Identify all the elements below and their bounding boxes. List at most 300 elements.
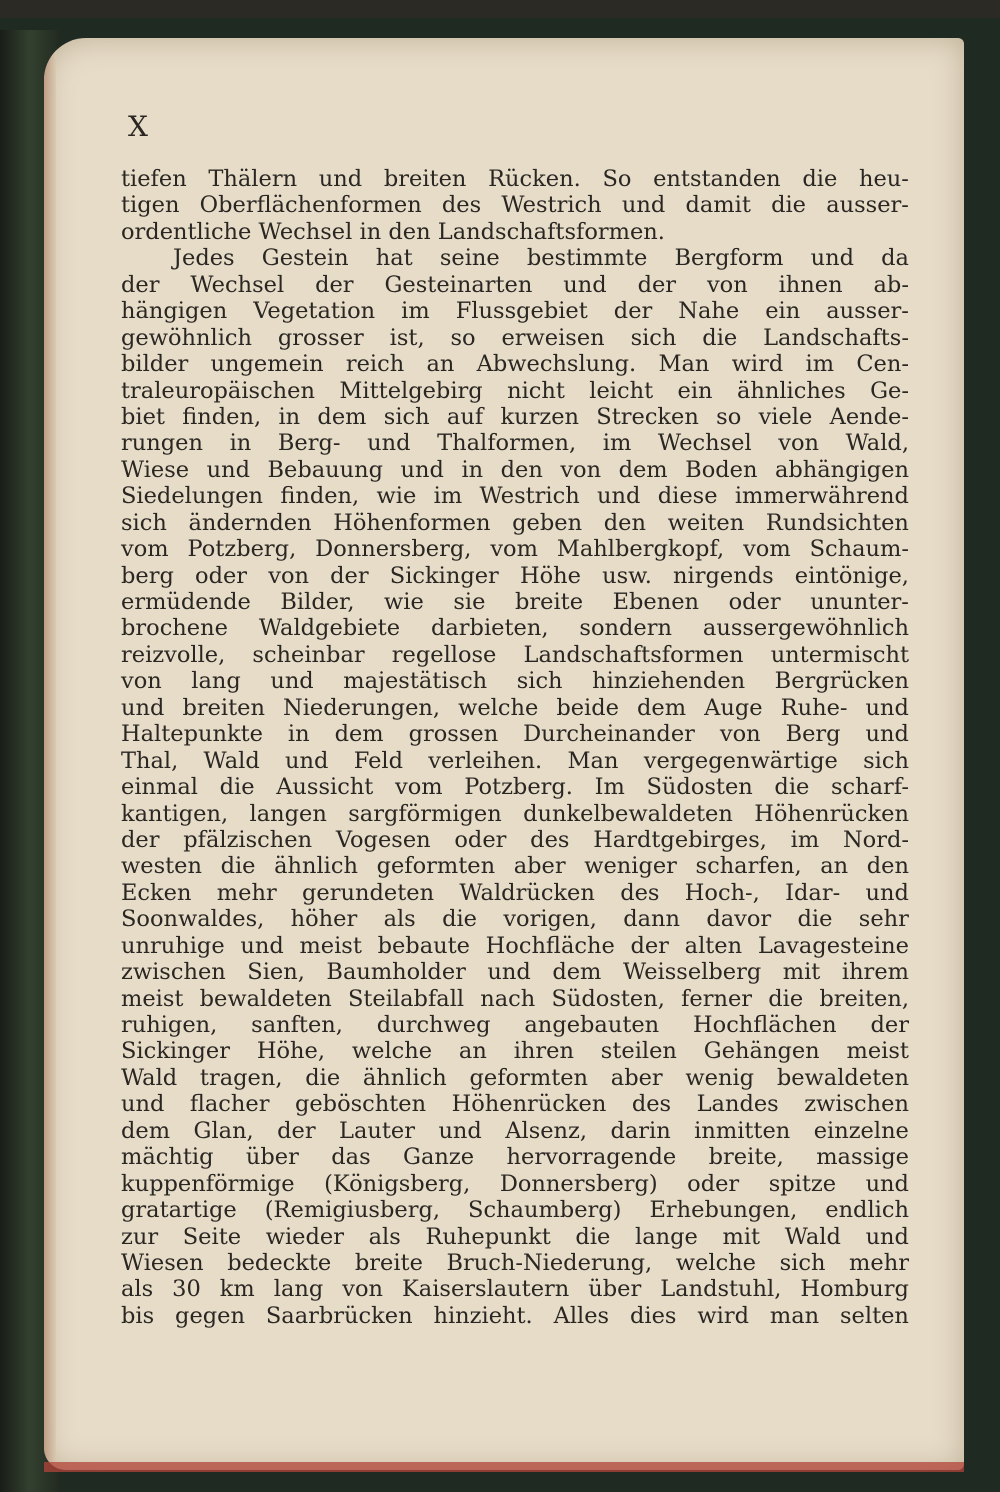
word: meist: [121, 985, 184, 1012]
word: Mittelgebirg: [339, 377, 483, 404]
word: vorigen,: [503, 906, 597, 933]
word: Siedelungen: [121, 483, 264, 510]
word: höher: [290, 906, 358, 933]
word: Lauter: [339, 1117, 416, 1144]
word: Niederungen,: [283, 694, 441, 721]
text-line: [121, 1118, 909, 1144]
word: Westrich: [501, 192, 602, 219]
word: nach: [480, 985, 536, 1012]
word: und: [206, 456, 250, 483]
word: aber: [610, 1064, 663, 1091]
text-line: [121, 695, 909, 721]
word: Homburg: [800, 1276, 909, 1303]
word: des: [620, 879, 660, 906]
word: zur: [121, 1223, 159, 1250]
text-line: [121, 536, 909, 562]
word: (Königsberg,: [324, 1170, 471, 1197]
text-line: [121, 827, 909, 853]
word: kurzen: [500, 403, 579, 430]
text-line: [121, 378, 909, 404]
word: Höhe: [519, 562, 581, 589]
text-line: [121, 325, 909, 351]
word: brochene: [121, 615, 228, 642]
word: damit: [685, 192, 751, 219]
word: von: [121, 668, 162, 695]
word: an: [458, 1038, 487, 1065]
word: weiten: [667, 509, 745, 536]
word: So: [602, 166, 632, 192]
word: Vogesen: [335, 826, 431, 853]
word: erweisen: [501, 324, 605, 351]
word: darbieten,: [430, 615, 549, 642]
word: Auge: [704, 694, 763, 721]
word: mehr: [849, 1249, 909, 1276]
word: dem: [552, 959, 602, 986]
word: im: [790, 826, 820, 853]
word: bebaute: [377, 932, 470, 959]
word: berg: [121, 562, 174, 589]
word: Vegetation: [253, 298, 376, 325]
word: breite,: [708, 1144, 784, 1171]
word: vom: [395, 774, 443, 801]
word: des: [631, 1091, 672, 1118]
text-line: [121, 457, 909, 483]
word: Wechsel: [657, 430, 752, 457]
word: Donnersberg,: [315, 536, 472, 563]
text-line: [121, 748, 909, 774]
page-number: X: [128, 110, 149, 143]
word: von: [268, 562, 309, 589]
word: im: [805, 351, 835, 378]
word: ermüdende: [121, 589, 251, 615]
word: km: [219, 1276, 255, 1303]
word: hängigen: [121, 298, 228, 325]
word: Schaumberg): [468, 1197, 622, 1224]
word: der: [630, 932, 669, 959]
word: Wald: [784, 1223, 841, 1250]
word: ordentliche: [121, 218, 252, 245]
word: von: [706, 271, 748, 298]
word: Südosten,: [551, 985, 665, 1012]
word: oder: [728, 589, 781, 615]
word: westen: [121, 853, 202, 880]
word: und: [865, 1170, 909, 1197]
word: und: [285, 747, 329, 774]
word: und: [865, 879, 909, 906]
word: Man: [658, 351, 710, 378]
word: aber: [513, 853, 566, 880]
word: finden,: [182, 403, 262, 430]
word: Steilabfall: [347, 985, 465, 1012]
word: auf: [446, 403, 484, 430]
word: Donnersberg): [499, 1170, 658, 1197]
word: Flussgebiet: [455, 298, 588, 325]
word: Bergform: [674, 245, 784, 272]
word: dies: [630, 1302, 677, 1329]
text-line: [121, 272, 909, 298]
word: so: [450, 324, 476, 351]
word: mehr: [216, 879, 277, 906]
word: sich: [630, 324, 677, 351]
word: Hardtgebirges,: [593, 826, 767, 853]
text-line: [121, 906, 909, 932]
word: Thalformen,: [437, 430, 577, 457]
word: sanften,: [251, 1012, 343, 1038]
word: tragen,: [199, 1064, 283, 1091]
word: die: [702, 324, 738, 351]
word: im: [602, 430, 632, 457]
word: so: [716, 403, 742, 430]
word: Hochflächen: [693, 1012, 837, 1038]
word: meist: [846, 1038, 909, 1065]
word: und: [810, 245, 854, 272]
word: ruhigen,: [121, 1012, 218, 1038]
word: Landstuhl,: [660, 1276, 782, 1303]
word: Potzberg,: [187, 536, 297, 563]
word: und: [621, 192, 666, 219]
text-line: [121, 430, 909, 456]
word: gratartige: [121, 1197, 237, 1224]
word: massige: [816, 1144, 909, 1171]
word: Westrich: [479, 483, 580, 510]
text-line: [121, 1303, 909, 1329]
page-edge-red: [44, 1462, 964, 1472]
word: flacher: [189, 1091, 270, 1118]
word: pfälzischen: [183, 826, 313, 853]
word: der: [121, 826, 160, 853]
word: die: [220, 853, 256, 880]
word: des: [441, 192, 482, 219]
text-line: [121, 880, 909, 906]
text-line: [121, 404, 909, 430]
word: diese: [657, 483, 718, 510]
word: sondern: [579, 615, 672, 642]
word: Weisselberg: [622, 959, 762, 986]
word: mit: [782, 959, 821, 986]
word: Sickinger: [389, 562, 499, 589]
word: einzelne: [813, 1117, 909, 1144]
word: Wiese: [121, 456, 190, 483]
word: bis: [121, 1302, 155, 1329]
word: ihren: [513, 1038, 574, 1065]
word: vom: [121, 536, 169, 563]
word: nicht: [507, 377, 565, 404]
word: Ganze: [403, 1144, 475, 1171]
word: in: [359, 218, 382, 245]
word: die: [442, 906, 477, 933]
word: tiefen: [121, 166, 187, 192]
text-line: [121, 1012, 909, 1038]
word: Ebenen: [612, 589, 700, 615]
word: und: [270, 668, 314, 695]
word: sehr: [858, 906, 909, 933]
word: weniger: [584, 853, 677, 880]
word: ungemein: [210, 351, 324, 378]
word: bilder: [121, 351, 189, 378]
word: ausser-: [826, 192, 909, 219]
word: ändernden: [188, 509, 312, 536]
word: langen: [249, 800, 327, 827]
word: beide: [556, 694, 619, 721]
word: in: [287, 721, 310, 748]
word: Idar-: [785, 879, 841, 906]
word: als: [121, 1276, 154, 1303]
word: dem: [637, 694, 687, 721]
word: Höhenrücken: [451, 1091, 607, 1118]
text-line: [121, 853, 909, 879]
word: 30: [172, 1276, 201, 1303]
word: Schaum-: [809, 536, 909, 563]
text-line: [121, 351, 909, 377]
word: Oberflächenformen: [199, 192, 422, 219]
word: geformten: [376, 853, 496, 880]
word: in: [278, 403, 301, 430]
word: in: [229, 430, 252, 457]
word: und: [865, 694, 909, 721]
word: oder: [687, 1170, 740, 1197]
word: Landschaftsformen.: [437, 218, 665, 245]
word: Bergrücken: [774, 668, 909, 695]
word: tigen: [121, 192, 180, 219]
text-line: [121, 166, 909, 192]
word: darin: [610, 1117, 671, 1144]
word: abhängigen: [774, 456, 909, 483]
word: seine: [439, 245, 500, 272]
word: bestimmte: [526, 245, 648, 272]
word: Strecken: [596, 403, 699, 430]
word: (Remigiusberg,: [264, 1197, 441, 1224]
text-line: [121, 1276, 909, 1302]
word: sich: [121, 509, 167, 536]
word: ausser-: [826, 298, 909, 325]
word: wie: [384, 589, 424, 615]
word: vom: [743, 536, 791, 563]
page-text: [121, 166, 909, 1329]
word: Wiesen: [121, 1249, 204, 1276]
word: welche: [675, 1249, 756, 1276]
word: Man: [567, 747, 619, 774]
word: majestätisch: [343, 668, 488, 695]
word: und: [438, 1117, 482, 1144]
word: das: [331, 1144, 371, 1171]
word: sich: [516, 668, 563, 695]
word: bewaldeten: [776, 1064, 909, 1091]
word: oder: [195, 562, 248, 589]
text-line: [121, 642, 909, 668]
word: gewöhnlich: [121, 324, 252, 351]
word: unruhige: [121, 932, 225, 959]
word: Landschafts-: [763, 324, 909, 351]
word: bedeckte: [227, 1249, 332, 1276]
word: Wald,: [845, 430, 909, 457]
word: über: [588, 1276, 642, 1303]
word: meist: [299, 932, 362, 959]
word: und: [318, 166, 363, 192]
word: hinziehenden: [592, 668, 746, 695]
word: Durcheinander: [523, 721, 695, 748]
word: breite: [515, 589, 584, 615]
word: sich: [779, 1249, 826, 1276]
word: der: [315, 271, 354, 298]
word: oder: [454, 826, 507, 853]
word: lange: [635, 1223, 698, 1250]
text-line: [121, 298, 909, 324]
word: Thälern: [208, 166, 298, 192]
word: Soonwaldes,: [121, 906, 265, 933]
word: ähnlich: [274, 853, 358, 880]
word: und: [487, 959, 531, 986]
word: Ruhepunkt: [425, 1223, 551, 1250]
word: wieder: [265, 1223, 344, 1250]
word: nirgends: [673, 562, 774, 589]
word: rungen: [121, 430, 203, 457]
word: Glan,: [193, 1117, 254, 1144]
word: inmitten: [694, 1117, 791, 1144]
text-line: [121, 933, 909, 959]
word: ist,: [389, 324, 425, 351]
word: Haltepunkte: [121, 721, 263, 748]
word: die: [797, 906, 833, 933]
word: mächtig: [121, 1144, 214, 1171]
word: dem: [618, 456, 668, 483]
word: entstanden: [653, 166, 781, 192]
word: dunkelbewaldeten: [523, 800, 733, 827]
word: Aussicht: [276, 774, 374, 801]
word: im: [401, 298, 430, 325]
word: von: [342, 1276, 383, 1303]
word: Erhebungen,: [649, 1197, 798, 1224]
word: als: [368, 1223, 401, 1250]
word: und: [400, 456, 444, 483]
word: Ruhe-: [780, 694, 848, 721]
word: Cen-: [856, 351, 909, 378]
word: und: [367, 430, 411, 457]
word: der: [870, 1012, 909, 1038]
word: gerundeten: [302, 879, 435, 906]
word: an: [820, 853, 849, 880]
word: den: [866, 853, 909, 880]
word: Nord-: [842, 826, 909, 853]
word: kuppenförmige: [121, 1170, 295, 1197]
word: die: [305, 1064, 341, 1091]
text-line: [121, 721, 909, 747]
word: Wald: [121, 1064, 178, 1091]
word: Gesteinarten: [384, 271, 533, 298]
word: der: [277, 1117, 316, 1144]
text-line: [121, 589, 909, 615]
word: hinzieht.: [433, 1302, 533, 1329]
word: Im: [594, 774, 625, 801]
word: Baumholder: [326, 959, 466, 986]
word: Waldrücken: [459, 879, 595, 906]
word: den: [388, 218, 431, 245]
word: scharf-: [831, 774, 909, 801]
word: Abwechslung.: [476, 351, 637, 378]
word: dem: [334, 721, 384, 748]
word: Höhenrücken: [754, 800, 909, 827]
word: als: [383, 906, 416, 933]
word: Bruch-Niederung,: [446, 1249, 653, 1276]
word: scharfen,: [695, 853, 802, 880]
word: Feld: [353, 747, 403, 774]
word: zwischen: [121, 959, 226, 986]
word: davor: [706, 906, 772, 933]
word: und: [121, 694, 165, 721]
word: an: [426, 351, 455, 378]
word: Seite: [182, 1223, 242, 1250]
word: sargförmigen: [348, 800, 502, 827]
book-page: [44, 38, 964, 1470]
word: einmal: [121, 774, 198, 801]
word: und: [563, 271, 607, 298]
word: sie: [453, 589, 486, 615]
word: dem: [121, 1117, 171, 1144]
word: ein: [765, 298, 801, 325]
word: die: [575, 1223, 611, 1250]
word: welche: [458, 694, 539, 721]
word: breiten,: [819, 985, 909, 1012]
word: Höhe,: [256, 1038, 326, 1065]
word: Mahlbergkopf,: [556, 536, 725, 563]
word: von: [778, 430, 820, 457]
word: gegen: [175, 1302, 245, 1329]
word: lang: [273, 1276, 324, 1303]
word: die: [802, 166, 838, 192]
word: die: [219, 774, 255, 801]
word: Kaiserslautern: [401, 1276, 570, 1303]
text-line: [121, 1171, 909, 1197]
word: grosser: [277, 324, 364, 351]
word: welche: [351, 1038, 433, 1065]
word: biet: [121, 403, 165, 430]
word: verleihen.: [428, 747, 543, 774]
word: Alles: [553, 1302, 610, 1329]
word: der: [330, 562, 369, 589]
word: Aende-: [829, 403, 909, 430]
word: geböschten: [294, 1091, 427, 1118]
text-line: [121, 192, 909, 218]
word: Südosten: [646, 774, 753, 801]
word: Hoch-,: [684, 879, 760, 906]
word: dem: [317, 403, 367, 430]
word: wird: [697, 1302, 749, 1329]
word: ähnlich: [362, 1064, 447, 1091]
word: in: [461, 456, 484, 483]
word: grossen: [408, 721, 499, 748]
word: heu-: [859, 166, 909, 192]
word: im: [433, 483, 463, 510]
word: Berg-: [277, 430, 341, 457]
word: kantigen,: [121, 800, 229, 827]
word: geben: [512, 509, 583, 536]
word: über: [245, 1144, 299, 1171]
word: Rundsichten: [765, 509, 909, 536]
word: Landes: [696, 1091, 779, 1118]
word: vom: [490, 536, 538, 563]
word: des: [530, 826, 570, 853]
word: selten: [840, 1302, 909, 1329]
text-line: [121, 801, 909, 827]
word: durchweg: [376, 1012, 491, 1038]
word: Thal,: [121, 747, 179, 774]
word: wenig: [685, 1064, 755, 1091]
text-line: [121, 1038, 909, 1064]
word: und: [240, 932, 284, 959]
word: spitze: [768, 1170, 837, 1197]
word: man: [769, 1302, 820, 1329]
text-line: [121, 774, 909, 800]
word: Saarbrücken: [265, 1302, 413, 1329]
